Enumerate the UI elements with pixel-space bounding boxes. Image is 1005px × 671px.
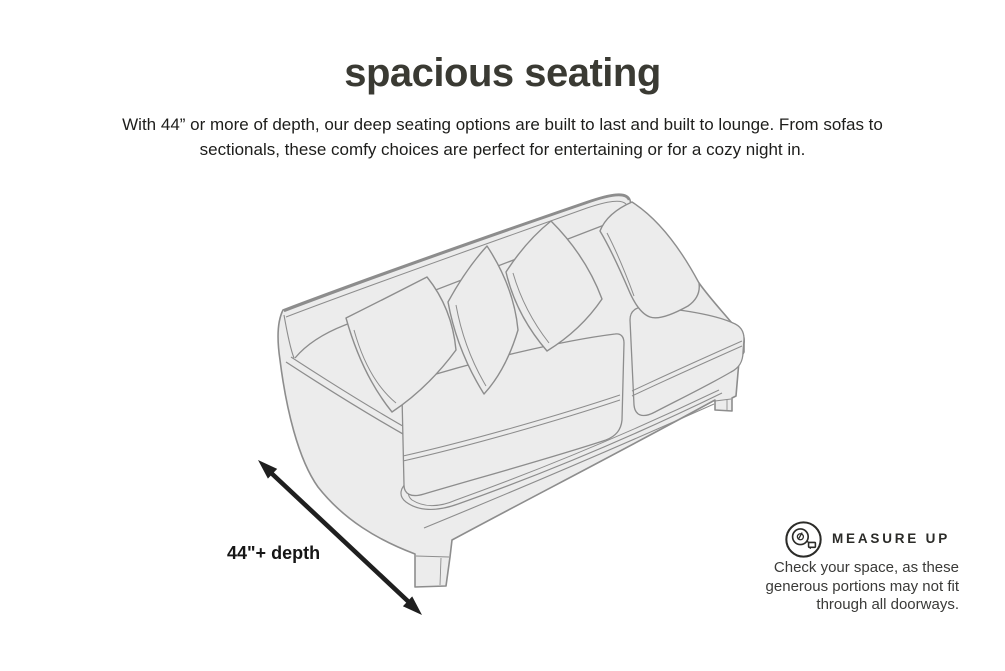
- measure-up-note: Check your space, as these generous portions may not fit through all doorways.: [765, 559, 959, 614]
- page-title: spacious seating: [344, 51, 661, 95]
- depth-dimension-label: 44"+ depth: [227, 543, 321, 563]
- sofa-line-art: [278, 194, 744, 587]
- intro-paragraph: With 44” or more of depth, our deep seating options are built to last and built to lounge. From sofas to sectionals, these comfy choices are perfect for entertaining or for a cozy night in.: [122, 115, 883, 159]
- measure-up-heading: MEASURE UP: [832, 531, 951, 546]
